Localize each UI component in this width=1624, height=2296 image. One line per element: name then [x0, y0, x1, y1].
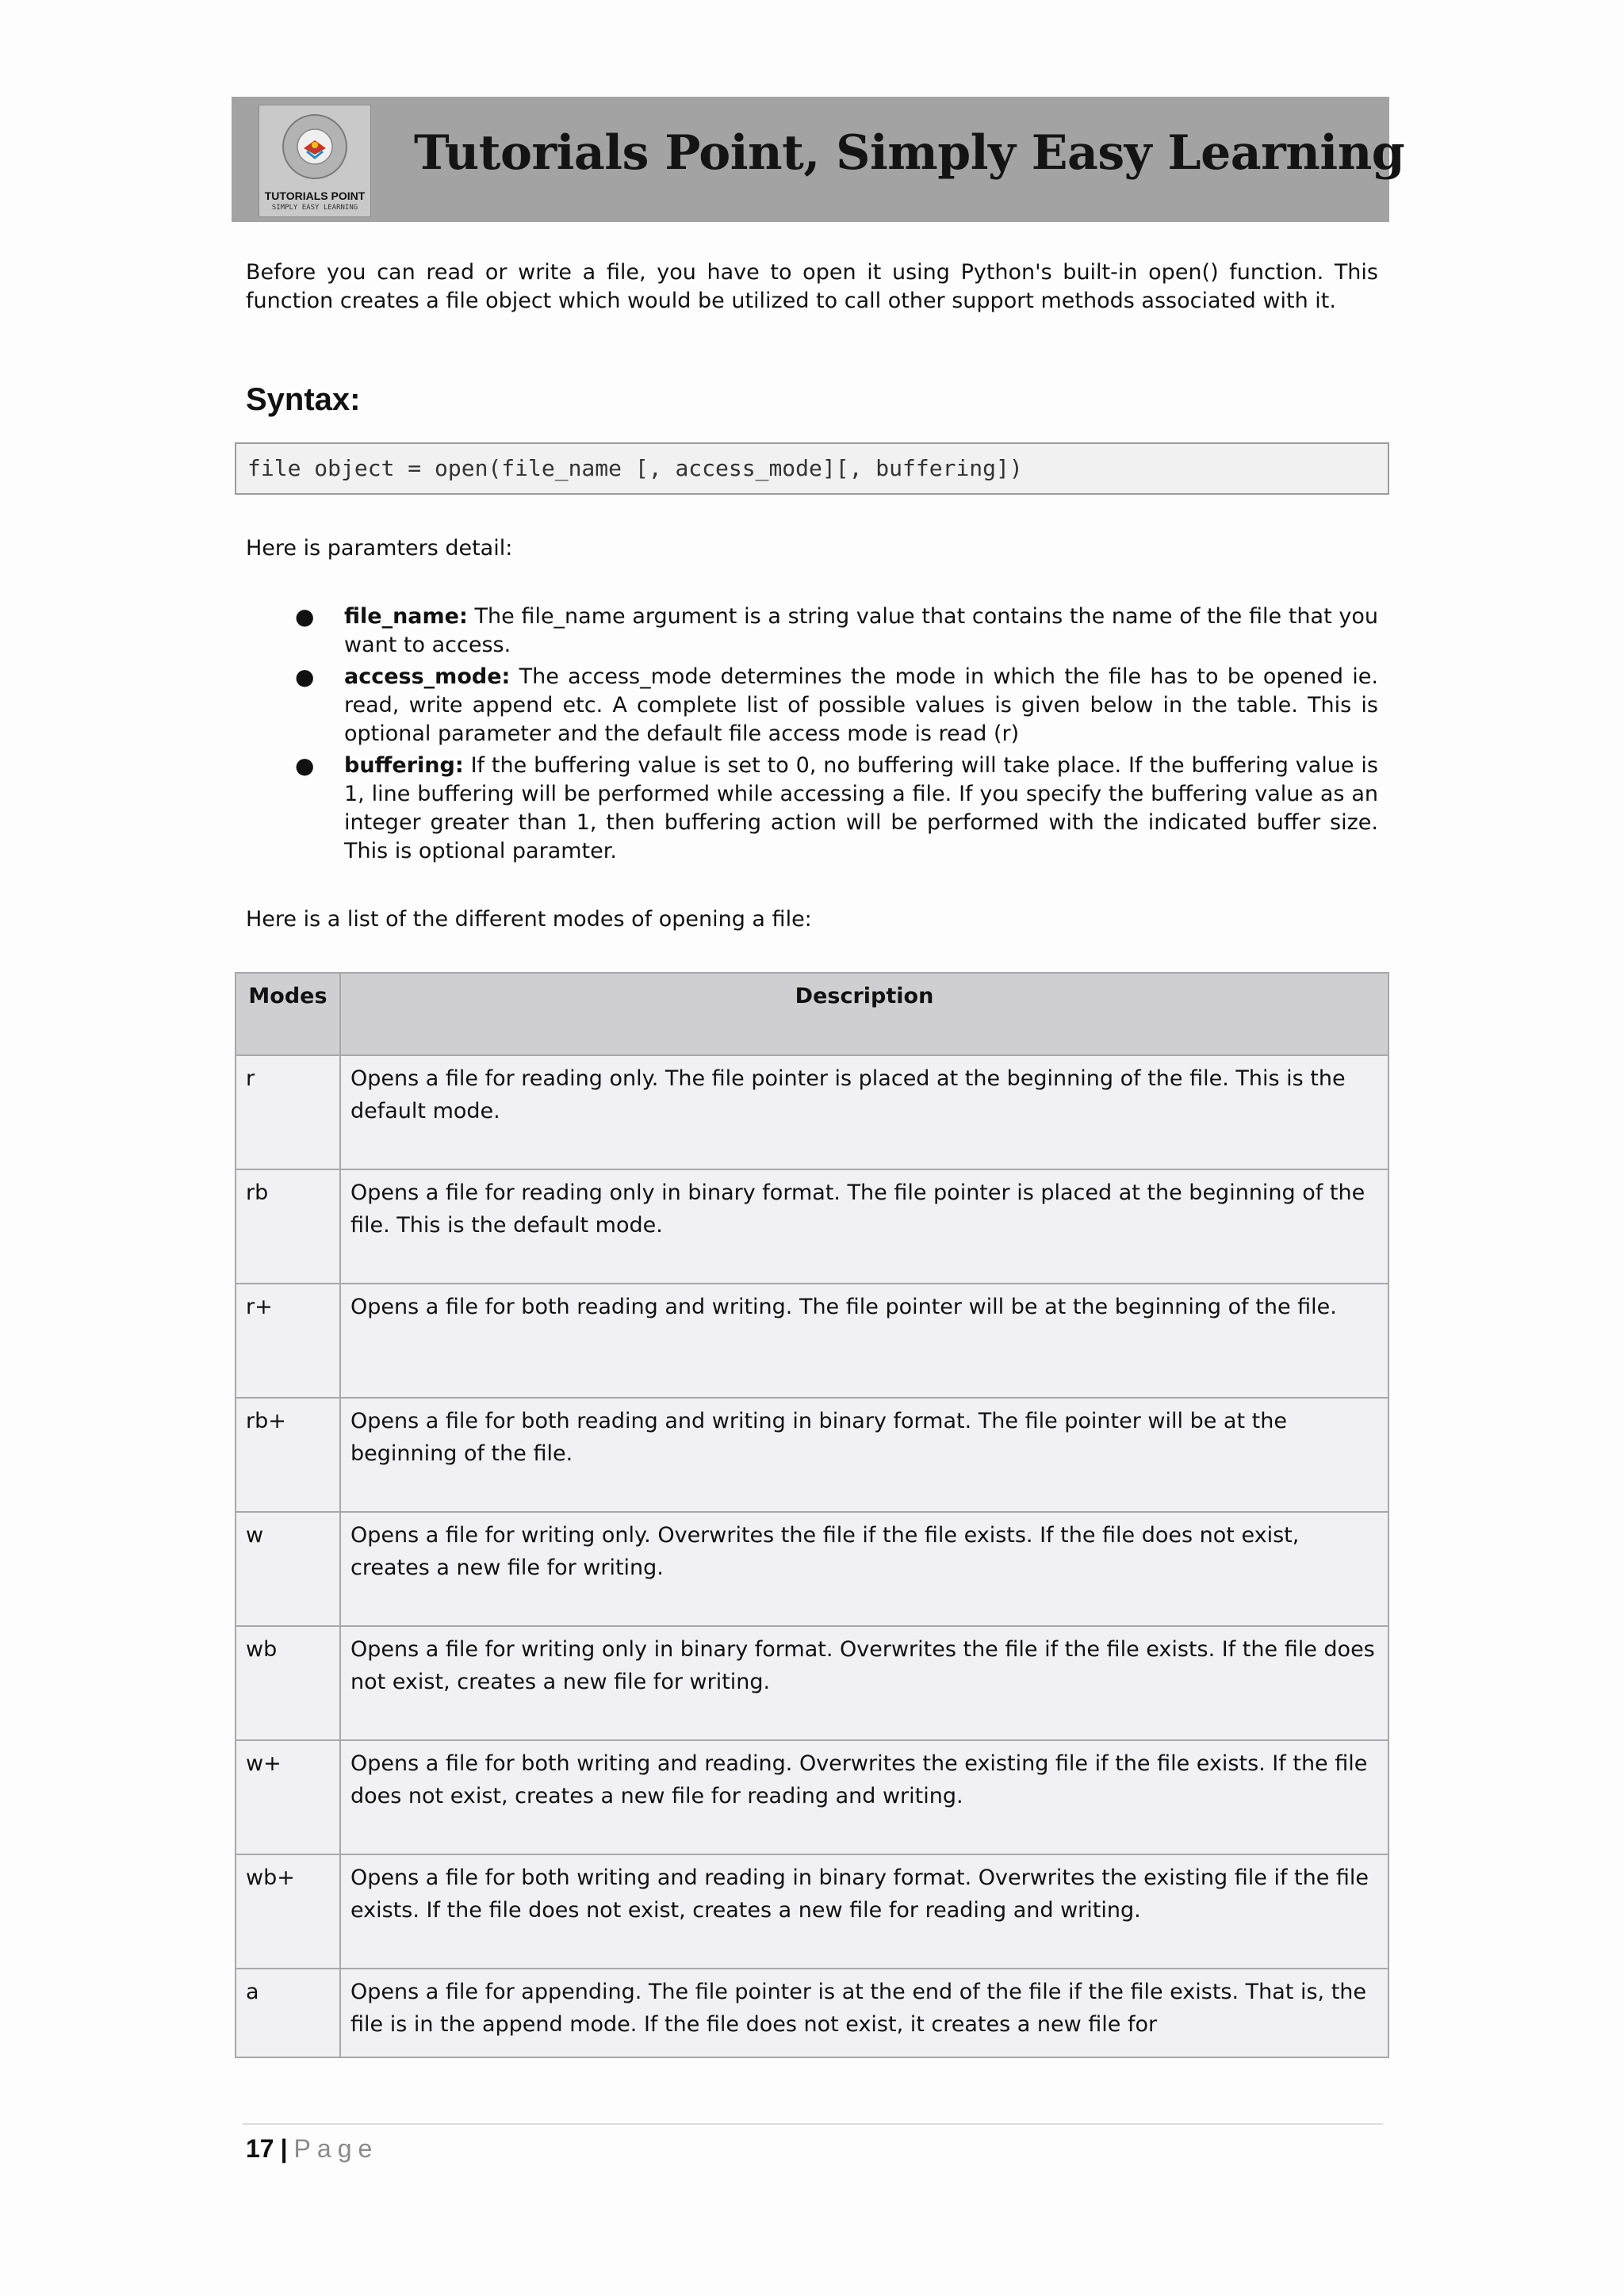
mode-cell: w+ [236, 1740, 340, 1854]
param-text: The access_mode determines the mode in which the file has to be opened ie. read, write append etc. A complete list of possible values is given below in the table. This is optional parameter and the default file access mode is read (r) [344, 664, 1378, 746]
syntax-heading: Syntax: [246, 382, 361, 417]
mode-cell: r+ [236, 1284, 340, 1398]
list-item [246, 603, 1378, 660]
table-row [236, 1740, 1388, 1854]
syntax-code-block: file object = open(file_name [, access_mode][, buffering]) [235, 442, 1389, 495]
table-row [236, 1398, 1388, 1512]
modes-header: Modes [236, 973, 340, 1055]
footer-separator: | [280, 2134, 288, 2163]
table-row [236, 1626, 1388, 1740]
param-term: file_name: [344, 604, 468, 629]
bullet-icon: ● [295, 752, 315, 779]
file-modes-table [235, 972, 1389, 2058]
banner-title: Tutorials Point, Simply Easy Learning [414, 125, 1405, 181]
page-footer [246, 2133, 378, 2164]
intro-paragraph: Before you can read or write a file, you have to open it using Python's built-in open() function. This function creates a file object which would be utilized to call other support methods associated with it. [246, 260, 1378, 313]
param-term: access_mode: [344, 664, 511, 689]
param-term: buffering: [344, 753, 464, 778]
params-intro: Here is paramters detail: [246, 536, 513, 561]
logo-text: TUTORIALS POINT [264, 189, 366, 202]
mode-cell: rb+ [236, 1398, 340, 1512]
modes-intro: Here is a list of the different modes of opening a file: [246, 907, 812, 932]
table-row [236, 1969, 1388, 2057]
description-cell: Opens a file for both writing and reading. Overwrites the existing file if the file exists. If the file does not exist, creates a new file for reading and writing. [340, 1740, 1388, 1854]
mode-cell: a [236, 1969, 340, 2057]
table-row [236, 1055, 1388, 1169]
table-row [236, 1284, 1388, 1398]
description-cell: Opens a file for reading only in binary format. The file pointer is placed at the beginning of the file. This is the default mode. [340, 1169, 1388, 1284]
table-row [236, 1854, 1388, 1969]
mode-cell: r [236, 1055, 340, 1169]
parameter-list [246, 603, 1378, 869]
table-row [236, 1169, 1388, 1284]
logo-subtext: SIMPLY EASY LEARNING [271, 204, 358, 212]
description-cell: Opens a file for writing only. Overwrites the file if the file exists. If the file does not exist, creates a new file for writing. [340, 1512, 1388, 1626]
description-cell: Opens a file for writing only in binary format. Overwrites the file if the file exists. If the file does not exist, creates a new file for writing. [340, 1626, 1388, 1740]
table-row [236, 1512, 1388, 1626]
list-item [246, 752, 1378, 866]
description-header: Description [340, 973, 1388, 1055]
param-text: The file_name argument is a string value that contains the name of the file that you want to access. [344, 604, 1378, 657]
mode-cell: w [236, 1512, 340, 1626]
header-banner [232, 97, 1405, 222]
mode-cell: rb [236, 1169, 340, 1284]
param-text: If the buffering value is set to 0, no buffering will take place. If the buffering value is 1, line buffering will be performed while accessing a file. If you specify the buffering value as an integer greater than 1, then buffering action will be performed with the indicated buffer size. This is optional paramter. [344, 753, 1378, 863]
description-cell: Opens a file for both reading and writing in binary format. The file pointer will be at the beginning of the file. [340, 1398, 1388, 1512]
page-label: Page [293, 2134, 379, 2163]
table-header-row [236, 973, 1388, 1055]
mode-cell: wb [236, 1626, 340, 1740]
tutorials-point-logo [259, 105, 371, 217]
mode-cell: wb+ [236, 1854, 340, 1969]
description-cell: Opens a file for reading only. The file pointer is placed at the beginning of the file. This is the default mode. [340, 1055, 1388, 1169]
description-cell: Opens a file for both reading and writing. The file pointer will be at the beginning of the file. [340, 1284, 1388, 1398]
list-item [246, 663, 1378, 748]
footer-divider [243, 2123, 1383, 2125]
description-cell: Opens a file for appending. The file pointer is at the end of the file if the file exists. That is, the file is in the append mode. If the file does not exist, it creates a new file for [340, 1969, 1388, 2057]
page-number: 17 [246, 2134, 274, 2163]
bullet-icon: ● [295, 603, 315, 629]
description-cell: Opens a file for both writing and reading in binary format. Overwrites the existing file if the file exists. If the file does not exist, creates a new file for reading and writing. [340, 1854, 1388, 1969]
bullet-icon: ● [295, 664, 315, 690]
